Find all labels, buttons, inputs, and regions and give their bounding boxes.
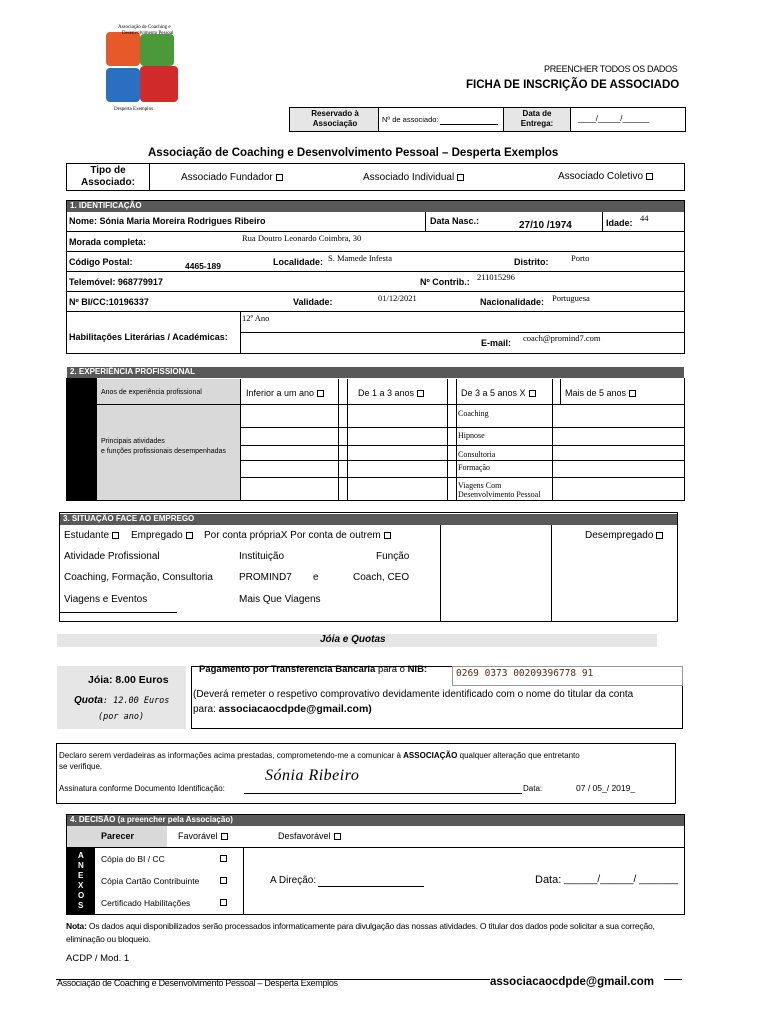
name-field[interactable]: Nome: Sónia Maria Moreira Rodrigues Ribeiro — [69, 216, 266, 226]
birth-date-label: Data Nasc.: — [430, 216, 480, 226]
logo-puzzle-orange — [106, 32, 140, 66]
option-more-five[interactable]: Mais de 5 anos — [565, 388, 636, 398]
activity-item[interactable]: Viagens Com — [458, 481, 502, 490]
nationality-value[interactable]: Portuguesa — [552, 293, 590, 303]
decision-date-label: Data: — [535, 874, 562, 886]
doc-certificate[interactable]: Certificado Habilitações — [101, 898, 191, 908]
address-value[interactable]: Rua Doutro Leonardo Coimbra, 30 — [242, 233, 362, 243]
activity-value-1[interactable]: Coaching, Formação, Consultoria — [64, 572, 213, 583]
entry-date-blank[interactable]: ____/_____/______ — [578, 114, 650, 123]
checkbox-doc-tax[interactable] — [220, 877, 227, 884]
member-type-label: Tipo de Associado: — [81, 165, 135, 188]
footer-org: Associação de Coaching e Desenvolvimento Pessoal – Desperta Exemplos — [57, 978, 338, 988]
payment-label: Pagamento por Transferencia Bancaria para o NIB: — [199, 664, 428, 675]
joia-value: Jóia: 8.00 Euros — [88, 674, 169, 686]
activity-item[interactable]: Desenvolvimento Pessoal — [458, 490, 541, 499]
annex-letter: O — [78, 891, 85, 900]
status-self-employed[interactable]: Por conta própriaX Por conta de outrem — [204, 530, 391, 541]
checkbox-individual[interactable] — [457, 174, 464, 181]
signature[interactable]: Sónia Ribeiro — [265, 767, 360, 784]
checkbox-unfavorable[interactable] — [334, 833, 341, 840]
status-student[interactable]: Estudante — [64, 530, 119, 541]
declaration-date-value[interactable]: 07 / 05_/ 2019_ — [576, 783, 636, 793]
logo-text-2: Desenvolvimento Pessoal — [122, 31, 174, 36]
activity-item[interactable]: Formação — [458, 463, 490, 472]
experience-header: 2. EXPERIÊNCIA PROFISSIONAL — [67, 367, 684, 378]
decision-header: 4. DECISÃO (a preencher pela Associação) — [67, 815, 684, 826]
option-unfavorable[interactable]: Desfavorável — [278, 831, 341, 841]
checkbox-other-employed[interactable] — [384, 532, 391, 539]
quota-value: Quota: 12.00 Euros — [74, 695, 170, 706]
years-experience-label: Anos de experiência profissional — [101, 389, 202, 396]
option-founder[interactable]: Associado Fundador — [181, 172, 283, 183]
annex-letter: A — [78, 851, 84, 860]
doc-id-copy[interactable]: Cópia do BI / CC — [101, 854, 165, 864]
checkbox-collective[interactable] — [646, 173, 653, 180]
logo-puzzle-red — [140, 66, 178, 102]
option-individual[interactable]: Associado Individual — [363, 172, 464, 183]
status-employed[interactable]: Empregado — [131, 530, 193, 541]
email-value[interactable]: coach@promind7.com — [523, 333, 601, 343]
declaration-date-label: Data: — [523, 784, 543, 793]
form-model-id: ACDP / Mod. 1 — [66, 953, 130, 964]
institution-value-2[interactable]: Mais Que Viagens — [239, 594, 321, 605]
checkbox-doc-cert[interactable] — [220, 899, 227, 906]
direction-label: A Direção: — [270, 875, 317, 886]
institution-value-1[interactable]: PROMIND7 — [239, 572, 292, 583]
employment-box — [59, 512, 678, 622]
annex-letter: E — [78, 871, 84, 880]
activities-label-1: Principais atividades — [101, 438, 165, 445]
status-unemployed[interactable]: Desempregado — [585, 530, 663, 541]
privacy-note: Nota: Os dados aqui disponibilizados serão processados informaticamente para divulgação das nossas atividades. O titular dos dados pode solicitar a sua correção, eliminação ou bloqueio. — [66, 921, 655, 944]
locality-label: Localidade: — [273, 257, 324, 267]
birth-date-value[interactable]: 27/10 /1974 — [519, 220, 572, 231]
checkbox-one-to-three[interactable] — [417, 390, 424, 397]
address-label: Morada completa: — [69, 237, 147, 247]
logo-bottom-text: Desperta Exemplos — [114, 107, 154, 112]
district-value[interactable]: Porto — [571, 253, 590, 263]
checkbox-student[interactable] — [112, 532, 119, 539]
organization-title: Associação de Coaching e Desenvolvimento Pessoal – Desperta Exemplos — [148, 147, 559, 159]
col-function: Função — [376, 551, 410, 562]
reserved-label: Reservado à Associação — [311, 109, 359, 128]
tax-number-label: Nº Contrib.: — [420, 277, 470, 287]
email-label: E-mail: — [481, 338, 512, 348]
form-title: FICHA DE INSCRIÇÃO DE ASSOCIADO — [466, 79, 680, 91]
id-number-field[interactable]: Nº BI/CC:10196337 — [69, 297, 149, 307]
activity-item[interactable]: Consultoria — [458, 450, 496, 459]
option-one-to-three[interactable]: De 1 a 3 anos — [358, 388, 424, 398]
checkbox-unemployed[interactable] — [656, 532, 663, 539]
annex-letter: N — [78, 861, 84, 870]
validity-value[interactable]: 01/12/2021 — [378, 293, 417, 303]
checkbox-less-one-year[interactable] — [317, 390, 324, 397]
annex-letter: X — [78, 881, 84, 890]
postal-code-value[interactable]: 4465-189 — [185, 261, 221, 271]
logo — [100, 22, 190, 117]
phone-field[interactable]: Telemóvel: 968779917 — [69, 277, 163, 287]
col-activity: Atividade Profissional — [64, 551, 160, 562]
option-favorable[interactable]: Favorável — [178, 831, 228, 841]
opinion-label: Parecer — [101, 831, 135, 841]
function-value-1[interactable]: Coach, CEO — [353, 572, 410, 583]
payment-note-email: para: associacaocdpde@gmail.com) — [193, 703, 372, 715]
age-label: Idade: — [606, 218, 633, 228]
quota-period: (por ano) — [98, 712, 145, 722]
activity-item[interactable]: Hipnose — [458, 431, 485, 440]
nationality-label: Nacionalidade: — [480, 297, 545, 307]
annex-letter: S — [78, 901, 84, 910]
locality-value[interactable]: S. Mamede Infesta — [328, 253, 392, 263]
activity-value-2[interactable]: Viagens e Eventos — [64, 594, 148, 605]
education-value[interactable]: 12º Ano — [242, 313, 270, 323]
signature-label: Assinatura conforme Documento Identificação: — [59, 784, 225, 793]
activities-label-2: e funções profissionais desempenhadas — [101, 448, 226, 455]
nib-value[interactable]: 0269 0373 00209396778 91 — [456, 668, 594, 679]
tax-number-value[interactable]: 211015296 — [477, 272, 515, 282]
col-institution: Instituição — [239, 551, 285, 562]
and-connector: e — [313, 572, 319, 583]
age-value[interactable]: 44 — [640, 213, 649, 223]
member-number-label: Nº de associado: — [382, 115, 439, 124]
validity-label: Validade: — [293, 297, 333, 307]
activity-item[interactable]: Coaching — [458, 409, 489, 418]
option-collective[interactable]: Associado Coletivo — [558, 171, 653, 182]
checkbox-founder[interactable] — [276, 174, 283, 181]
education-label: Habilitações Literárias / Académicas: — [69, 332, 228, 342]
checkbox-more-five[interactable] — [629, 390, 636, 397]
checkbox-employed[interactable] — [186, 532, 193, 539]
district-label: Distrito: — [514, 257, 549, 267]
payment-note: (Deverá remeter o respetivo comprovativo devidamente identificado com o nome do titular da conta — [193, 689, 634, 700]
declaration-text: Declaro serem verdadeiras as informações acima prestadas, comprometendo-me a comunicar à ASSOCIAÇÃO qualquer alteração que entretanto — [59, 751, 580, 760]
option-less-one-year[interactable]: Inferior a um ano — [246, 388, 324, 398]
logo-puzzle-blue — [106, 68, 140, 102]
checkbox-three-to-five[interactable] — [529, 390, 536, 397]
fees-title: Jóia e Quotas — [320, 634, 386, 645]
decision-date-blanks[interactable]: ______/______/ _______ — [564, 874, 679, 885]
checkbox-favorable[interactable] — [221, 833, 228, 840]
checkbox-doc-id[interactable] — [220, 855, 227, 862]
identification-header: 1. IDENTIFICAÇÃO — [67, 201, 684, 212]
entry-date-label: Data de Entrega: — [520, 109, 554, 128]
postal-code-label: Código Postal: — [69, 257, 133, 267]
logo-puzzle-green — [140, 34, 174, 66]
logo-text-1: Associação de Coaching e — [118, 25, 171, 30]
employment-header: 3. SITUAÇÃO FACE AO EMPREGO — [60, 514, 677, 525]
fill-all-note: PREENCHER TODOS OS DADOS — [544, 64, 678, 74]
footer-email[interactable]: associacaocdpde@gmail.com — [490, 976, 654, 988]
declaration-text-2: se verifique. — [59, 762, 103, 771]
doc-tax-card[interactable]: Cópia Cartão Contribuinte — [101, 876, 200, 886]
option-three-to-five[interactable]: De 3 a 5 anos X — [461, 388, 536, 398]
